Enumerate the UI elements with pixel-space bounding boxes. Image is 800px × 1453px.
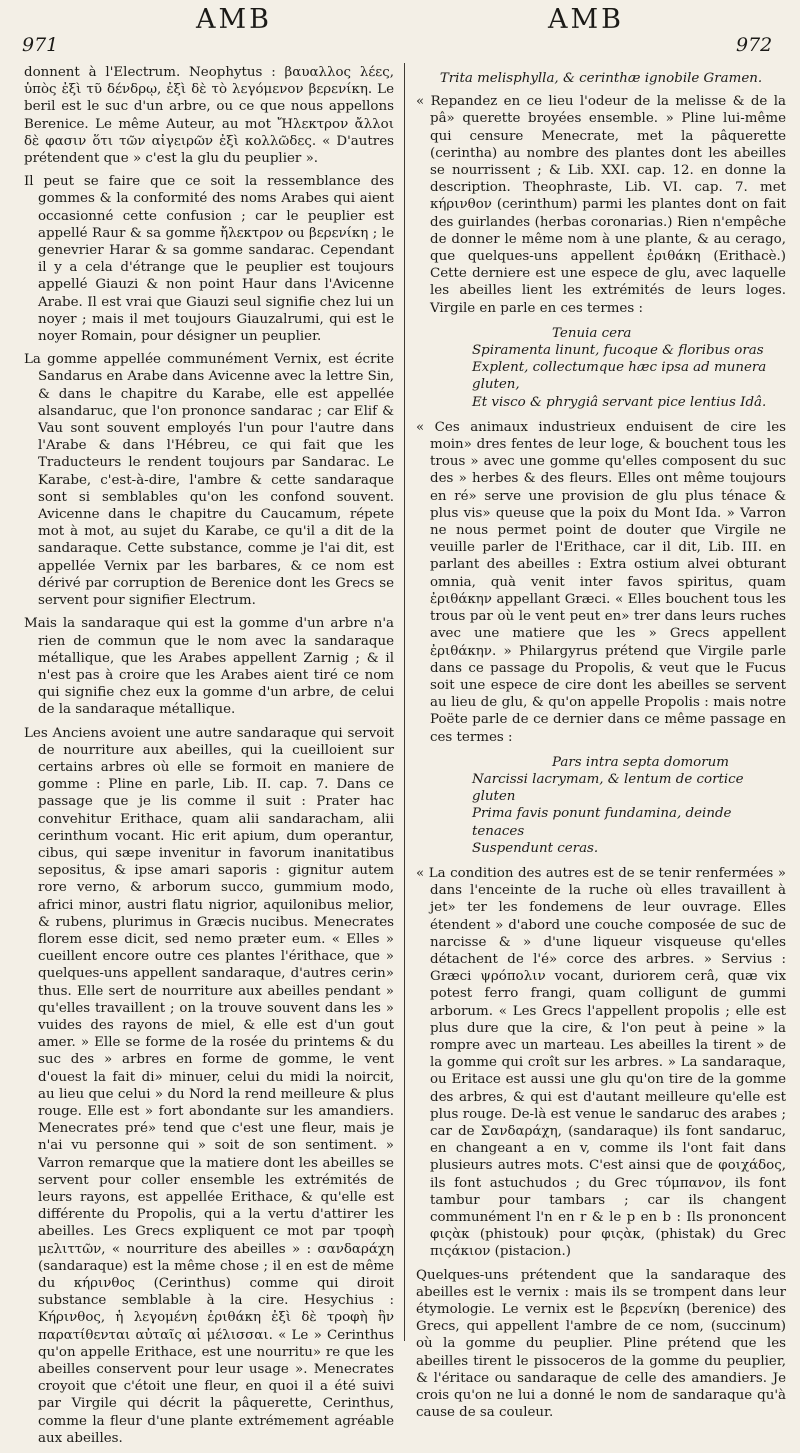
paragraph: « Ces animaux industrieux enduisent de cire les moin» dres fentes de leur loge, & bouchent tous les trous » avec une gomme qu'elles composent du suc des » herbes & des fleurs. Elles ont même toujours en ré» serve une provision de glu plus ténace & plus vis» queuse que la poix du Mont Ida. » Varron ne nous permet point de douter que Virgile ne veuille parler de l'Erithace, car il dit, Lib. III. en parlant des abeilles : Extra ostium alvei obturant omnia, quà venit inter favos spiritus, quam ἐριθάκην appellant Græci. « Elles bouchent tous les trous par où le vent peut en» trer dans leurs ruches avec une matiere que les » Grecs appellent ἐριθάκην. » Philargyrus prétend que Virgile parle dans ce passage du Propolis, & veut que le Fucus soit une espece de cire dont les abeilles se servent au lieu de glu, & qu'on appelle Propolis : mais notre Poëte parle de ce dernier dans ce même passage en ces termes :: [416, 419, 786, 745]
paragraph: La gomme appellée communément Vernix, est écrite Sandarus en Arabe dans Avicenne avec la lettre Sin, & dans le chapitre du Karabe, elle est appellée alsandaruc, que l'on prononce sandarac ; car Elif & Vau sont souvent employés l'un pour l'autre dans l'Arabe & dans l'Hébreu, ce qui fait que les Traducteurs le rendent toujours par Sandarac. Le Karabe, c'est-à-dire, l'ambre & cette sandaraque sont si semblables qu'on les confond souvent. Avicenne dans le chapitre du Caucamum, répete mot à mot, au sujet du Karabe, ce qu'il a dit de la sandaraque. Cette substance, comme je l'ai dit, est appellée Vernix par les barbares, & ce nom est dérivé par corruption de Berenice dont les Grecs se servent pour signifier Electrum.: [24, 352, 394, 609]
paragraph: Il peut se faire que ce soit la ressemblance des gommes & la conformité des noms Arabes qui aient occasionné cette confusion ; car le peuplier est appellé Raur & sa gomme ἤλεκτρον ou βερενίκη ; le genevrier Harar & sa gomme sandarac. Cependant il y a cela d'étrange que le peuplier est toujours appellé Giauzi & non point Haur dans l'Avicenne Arabe. Il est vrai que Giauzi seul signifie chez lui un noyer ; mais il met toujours Giauzalrumi, qui est le noyer Romain, pour désigner un peuplier.: [24, 174, 394, 345]
left-column: [24, 64, 394, 1453]
verse-line: Prima favis ponunt fundamina, deinde tenaces: [472, 806, 732, 839]
verse-line: Trita melisphylla, & cerinthæ ignobile Gramen.: [439, 71, 763, 86]
paragraph: « La condition des autres est de se tenir renfermées » dans l'enceinte de la ruche où elles travaillent à jet» ter les fondemens de leur ouvrage. Elles étendent » d'abord une couche composée de suc de narcisse & » d'une liqueur visqueuse qu'elles détachent de l'é» corce des arbres. » Servius : Græci ψρόπολιν vocant, duriorem cerâ, quæ vix potest ferro frangi, quam colligunt de gummi arborum. « Les Grecs l'appellent propolis ; elle est plus dure que la cire, & l'on peut à peine » la rompre avec un marteau. Les abeilles la tirent » de la gomme qui croît sur les arbres. » La sandaraque, ou Eritace est aussi une glu qu'on tire de la gomme des arbres, & qui est d'autant meilleure qu'elle est plus rouge. De-là est venue le sandaruc des arabes ; car de Σανδαράχη, (sandaraque) ils font sandaruc, en changeant a en v, comme ils l'ont fait dans plusieurs autres mots. C'est ainsi que de φοιχάδος, ils font astuchudos ; du Grec τύμπανον, ils font tambur pour tambars ; car ils changent communément l'n en r & le p en b : Ils prononcent φιςὰκ (phistouk) pour φιςὰκ, (phistak) du Grec πιςάκιον (pistacion.): [416, 865, 786, 1260]
verse-line: Suspendunt ceras.: [472, 840, 599, 856]
paragraph: Quelques-uns prétendent que la sandaraque des abeilles est le vernix : mais ils se trompent dans leur étymologie. Le vernix est le βερενίκη (berenice) des Grecs, qui appellent l'ambre de ce nom, (succinum) où la gomme du peuplier. Pline prétend que les abeilles tirent le pissoceros de la gomme du peuplier, & l'éritace ou sandaraque de celle des amandiers. Je crois qu'on ne lui a donné le nom de sandaraque qu'à cause de sa couleur.: [416, 1267, 786, 1421]
left-running-head: AMB: [196, 4, 272, 35]
paragraph: Les Anciens avoient une autre sandaraque qui servoit de nourriture aux abeilles, qui la cueilloient sur certains arbres où elle se formoit en maniere de gomme : Pline en parle, Lib. II. cap. 7. Dans ce passage que je lis comme il suit : Prater hac convehitur Erithace, quam alii sandaracham, alii cerinthum vocant. Hic erit apium, dum operantur, cibus, qui sæpe invenitur in favorum inanitatibus sepositus, & ipse amari saporis : gignitur autem rore verno, & arborum succo, gummium modo, africi minor, austri flatu nigrior, aquilonibus melior, & rubens, plurimus in Græcis nucibus. Menecrates florem esse dicit, sed nemo præter eum. « Elles » cueillent encore outre ces plantes l'érithace, que » quelques-uns appellent sandaraque, d'autres cerin» thus. Elle sert de nourriture aux abeilles pendant » qu'elles travaillent ; on la trouve souvent dans les » vuides des rayons de miel, & elle est d'un gout amer. » Elle se forme de la rosée du printems & du suc des » arbres en forme de gomme, le vent d'ouest la fait di» minuer, celui du midi la noircit, au lieu que celui » du Nord la rend meilleure & plus rouge. Elle est » fort abondante sur les amandiers. Menecrates pré» tend que c'est une fleur, mais je n'ai vu personne qui » soit de son sentiment. » Varron remarque que la matiere dont les abeilles se servent pour coller ensemble les extrémités de leurs rayons, est appellée Erithace, & qu'elle est différente du Propolis, qui a la vertu d'attirer les abeilles. Les Grecs expliquent ce mot par τροφὴ μελιττῶν, « nourriture des abeilles » : σανδαράχη (sandaraque) est la même chose ; il en est de même du κήρινθος (Cerinthus) comme qui diroit substance semblable à la cire. Hesychius : Κήρινθος, ἡ λεγομένη ἐριθάκη ἐξὶ δὲ τροφὴ ἣν παρατίθενται αὐταῖς αἱ μέλισσαι. « Le » Cerinthus qu'on appelle Erithace, est une nourritu» re que les abeilles conservent pour leur usage ». Menecrates croyoit que c'étoit une fleur, en quoi il a été suivi par Virgile qui décrit la pâquerette, Cerinthus, comme la fleur d'une plante extrémement agréable aux abeilles.: [24, 725, 394, 1446]
verse-line: Pars intra septa domorum: [552, 754, 729, 770]
paragraph: « Repandez en ce lieu l'odeur de la melisse & de la pâ» querette broyées ensemble. » Pline lui-même qui censure Menecrate, met la pâquerette (cerintha) au nombre des plantes dont les abeilles se nourrissent ; & Lib. XXI. cap. 12. en donne la description. Theophraste, Lib. VI. cap. 7. met κήρινθον (cerinthum) parmi les plantes dont on fait des guirlandes (herbas coronarias.) Rien n'empêche de donner le même nom à une plante, & au cerago, que quelques-uns appellent ἐριθάκη (Erithacè.) Cette derniere est une espece de glu, avec laquelle les abeilles lient les extrémités de leurs loges. Virgile en parle en ces termes :: [416, 94, 786, 316]
verse-line: Spiramenta linunt, fucoque & floribus oras: [472, 343, 764, 359]
left-page-number: 971: [22, 34, 59, 56]
paragraph: donnent à l'Electrum. Neophytus : βαυαλλος λέες, ὑπὸς ἐξὶ τῦ δένδρῳ, ἐξὶ δὲ τὸ λεγόμενον βερενίκη. Le beril est le suc d'un arbre, ou ce que nous appellons Berenice. Le même Auteur, au mot Ἤλεκτρον ἄλλοι δὲ φασιν ὅτι τῶν αἰγειρῶν ἐξὶ κολλῶδες. « D'autres prétendent que » c'est la glu du peuplier ».: [24, 65, 394, 167]
verse-line: Explent, collectumque hæc ipsa ad munera gluten,: [472, 360, 767, 393]
verse-line: Narcissi lacrymam, & lentum de cortice gluten: [472, 771, 744, 805]
right-column: [416, 64, 786, 1427]
column-divider: [404, 63, 405, 1341]
right-page-number: 972: [736, 34, 773, 56]
verse-quote: [416, 325, 786, 411]
verse-line: Et visco & phrygiâ servant pice lentius Idâ.: [472, 394, 767, 410]
verse-line: Tenuia cera: [552, 325, 632, 341]
paragraph: Mais la sandaraque qui est la gomme d'un arbre n'a rien de commun que le nom avec la sandaraque métallique, que les Arabes appellent Zarnig ; & il n'est pas à croire que les Arabes aient tiré ce nom qui signifie chez eux la gomme d'un arbre, de celui de la sandaraque métallique.: [24, 616, 394, 718]
right-running-head: AMB: [548, 4, 624, 35]
verse-quote: [416, 754, 786, 857]
